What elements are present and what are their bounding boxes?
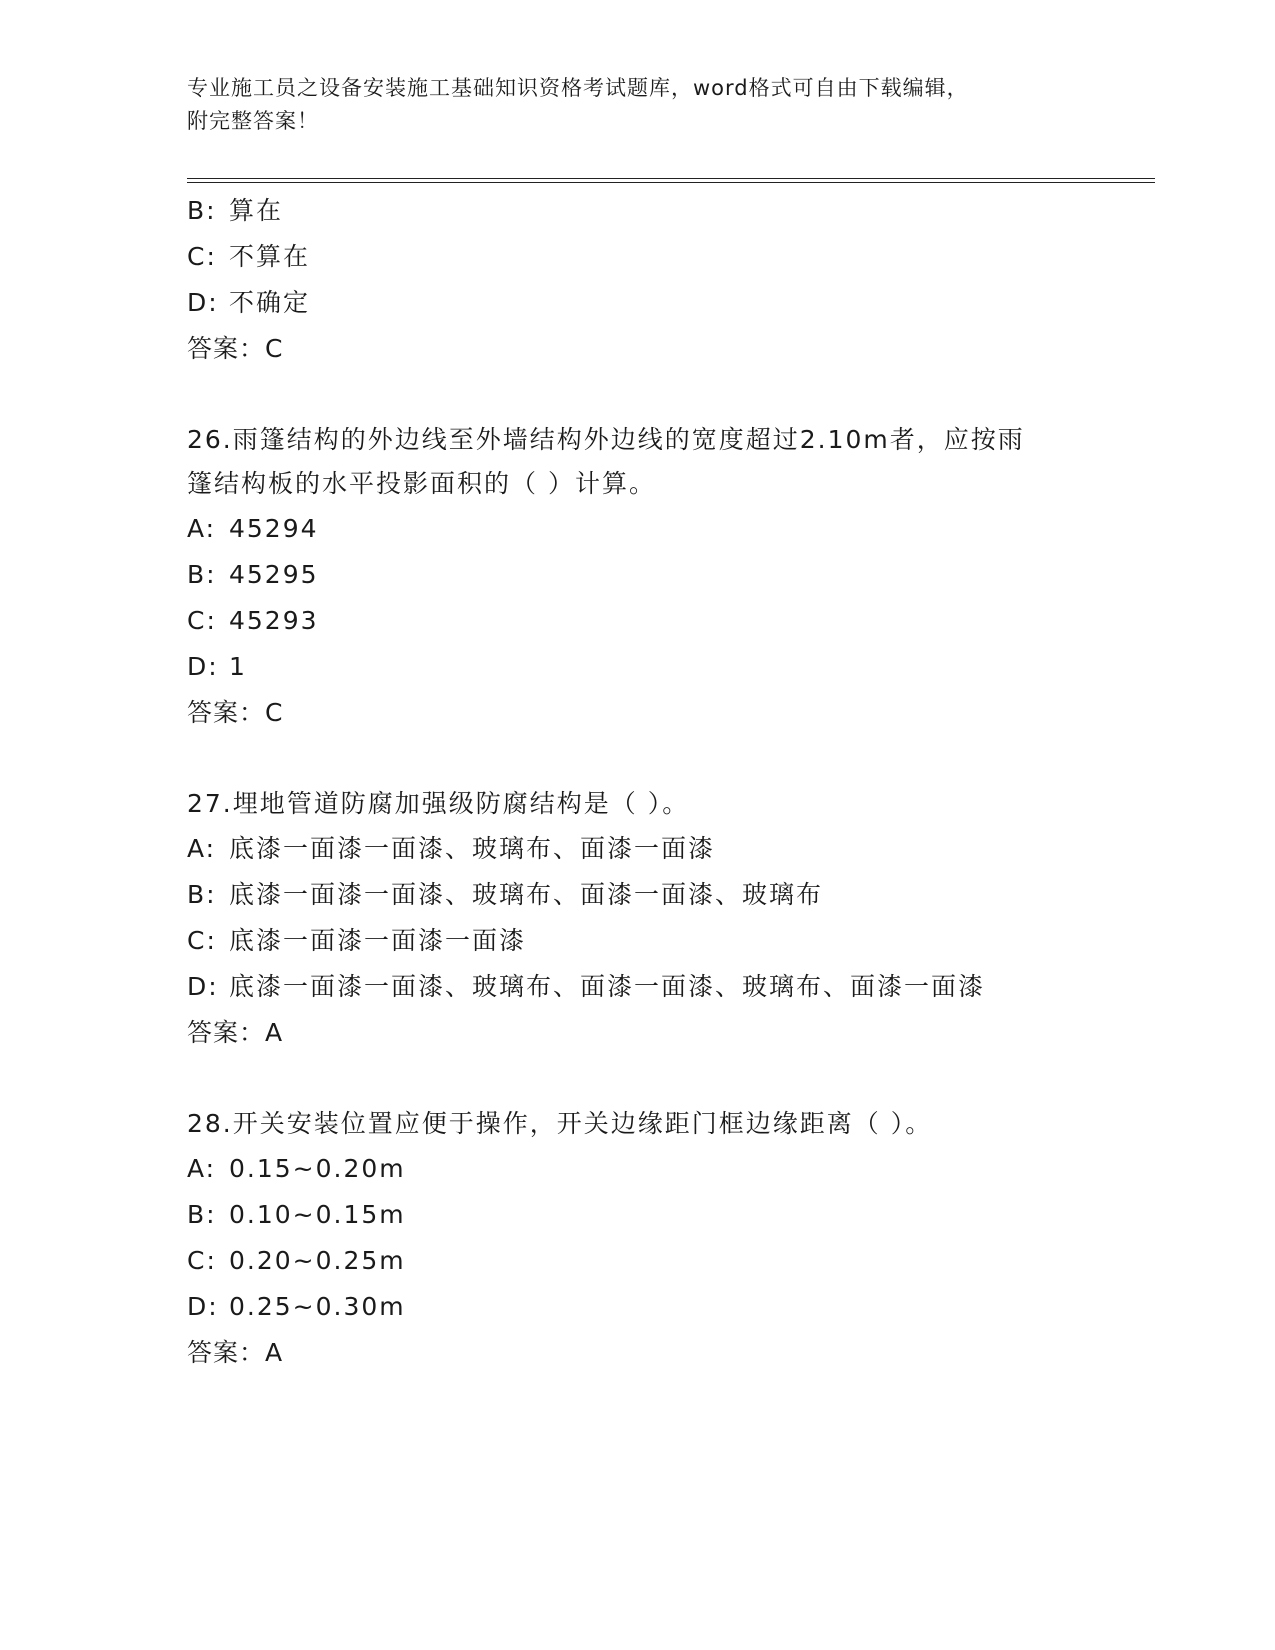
option-text: 45293: [229, 606, 319, 635]
spacer: [187, 372, 1087, 418]
option-key: A:: [187, 1154, 217, 1183]
option-c: [187, 234, 1087, 280]
question-26: [187, 418, 1087, 736]
question-27: [187, 782, 1087, 1056]
option-c: [187, 1238, 1087, 1284]
question-stem-line: 28.开关安装位置应便于操作，开关边缘距门框边缘距离（ ）。: [187, 1109, 933, 1138]
answer-line: 答案：C: [187, 334, 284, 363]
option-text: 45294: [229, 514, 319, 543]
option-b: [187, 872, 1087, 918]
option-b: [187, 552, 1087, 598]
option-c: [187, 918, 1087, 964]
header-line-2: 附完整答案！: [187, 109, 319, 133]
option-text: 不算在: [229, 242, 311, 271]
option-text: 0.15~0.20m: [229, 1154, 406, 1183]
option-key: C:: [187, 1246, 217, 1275]
option-key: C:: [187, 242, 217, 271]
option-a: [187, 1146, 1087, 1192]
spacer: [187, 1056, 1087, 1102]
option-key: B:: [187, 196, 217, 225]
option-key: B:: [187, 560, 217, 589]
question-25-tail: [187, 188, 1087, 372]
option-key: C:: [187, 606, 217, 635]
question-stem-line: 26.雨篷结构的外边线至外墙结构外边线的宽度超过2.10m者，应按雨: [187, 425, 1025, 454]
option-b: [187, 188, 1087, 234]
option-text: 底漆一面漆一面漆一面漆: [229, 926, 527, 955]
option-text: 0.20~0.25m: [229, 1246, 406, 1275]
option-d: [187, 280, 1087, 326]
option-text: 底漆一面漆一面漆、玻璃布、面漆一面漆、玻璃布: [229, 880, 824, 909]
option-text: 45295: [229, 560, 319, 589]
option-key: B:: [187, 880, 217, 909]
option-d: [187, 1284, 1087, 1330]
option-text: 底漆一面漆一面漆、玻璃布、面漆一面漆、玻璃布、面漆一面漆: [229, 972, 986, 1001]
option-c: [187, 598, 1087, 644]
option-text: 算在: [229, 196, 284, 225]
answer-line: 答案：A: [187, 1338, 284, 1367]
document-header: [187, 72, 1067, 138]
question-body: [187, 188, 1087, 1376]
option-a: [187, 826, 1087, 872]
option-key: D:: [187, 652, 219, 681]
header-divider: [187, 178, 1155, 183]
option-text: 1: [229, 652, 247, 681]
option-text: 不确定: [229, 288, 311, 317]
option-key: C:: [187, 926, 217, 955]
option-text: 0.10~0.15m: [229, 1200, 406, 1229]
question-stem-line: 篷结构板的水平投影面积的（ ）计算。: [187, 469, 656, 498]
option-text: 底漆一面漆一面漆、玻璃布、面漆一面漆: [229, 834, 716, 863]
option-b: [187, 1192, 1087, 1238]
answer-line: 答案：C: [187, 698, 284, 727]
spacer: [187, 736, 1087, 782]
option-key: D:: [187, 1292, 219, 1321]
option-d: [187, 644, 1087, 690]
option-key: D:: [187, 972, 219, 1001]
question-stem-line: 27.埋地管道防腐加强级防腐结构是（ ）。: [187, 789, 690, 818]
option-text: 0.25~0.30m: [229, 1292, 406, 1321]
option-key: D:: [187, 288, 219, 317]
option-key: A:: [187, 514, 217, 543]
header-line-1: 专业施工员之设备安装施工基础知识资格考试题库，word格式可自由下载编辑，: [187, 76, 969, 100]
option-key: B:: [187, 1200, 217, 1229]
option-d: [187, 964, 1087, 1010]
option-key: A:: [187, 834, 217, 863]
answer-line: 答案：A: [187, 1018, 284, 1047]
option-a: [187, 506, 1087, 552]
question-28: [187, 1102, 1087, 1376]
